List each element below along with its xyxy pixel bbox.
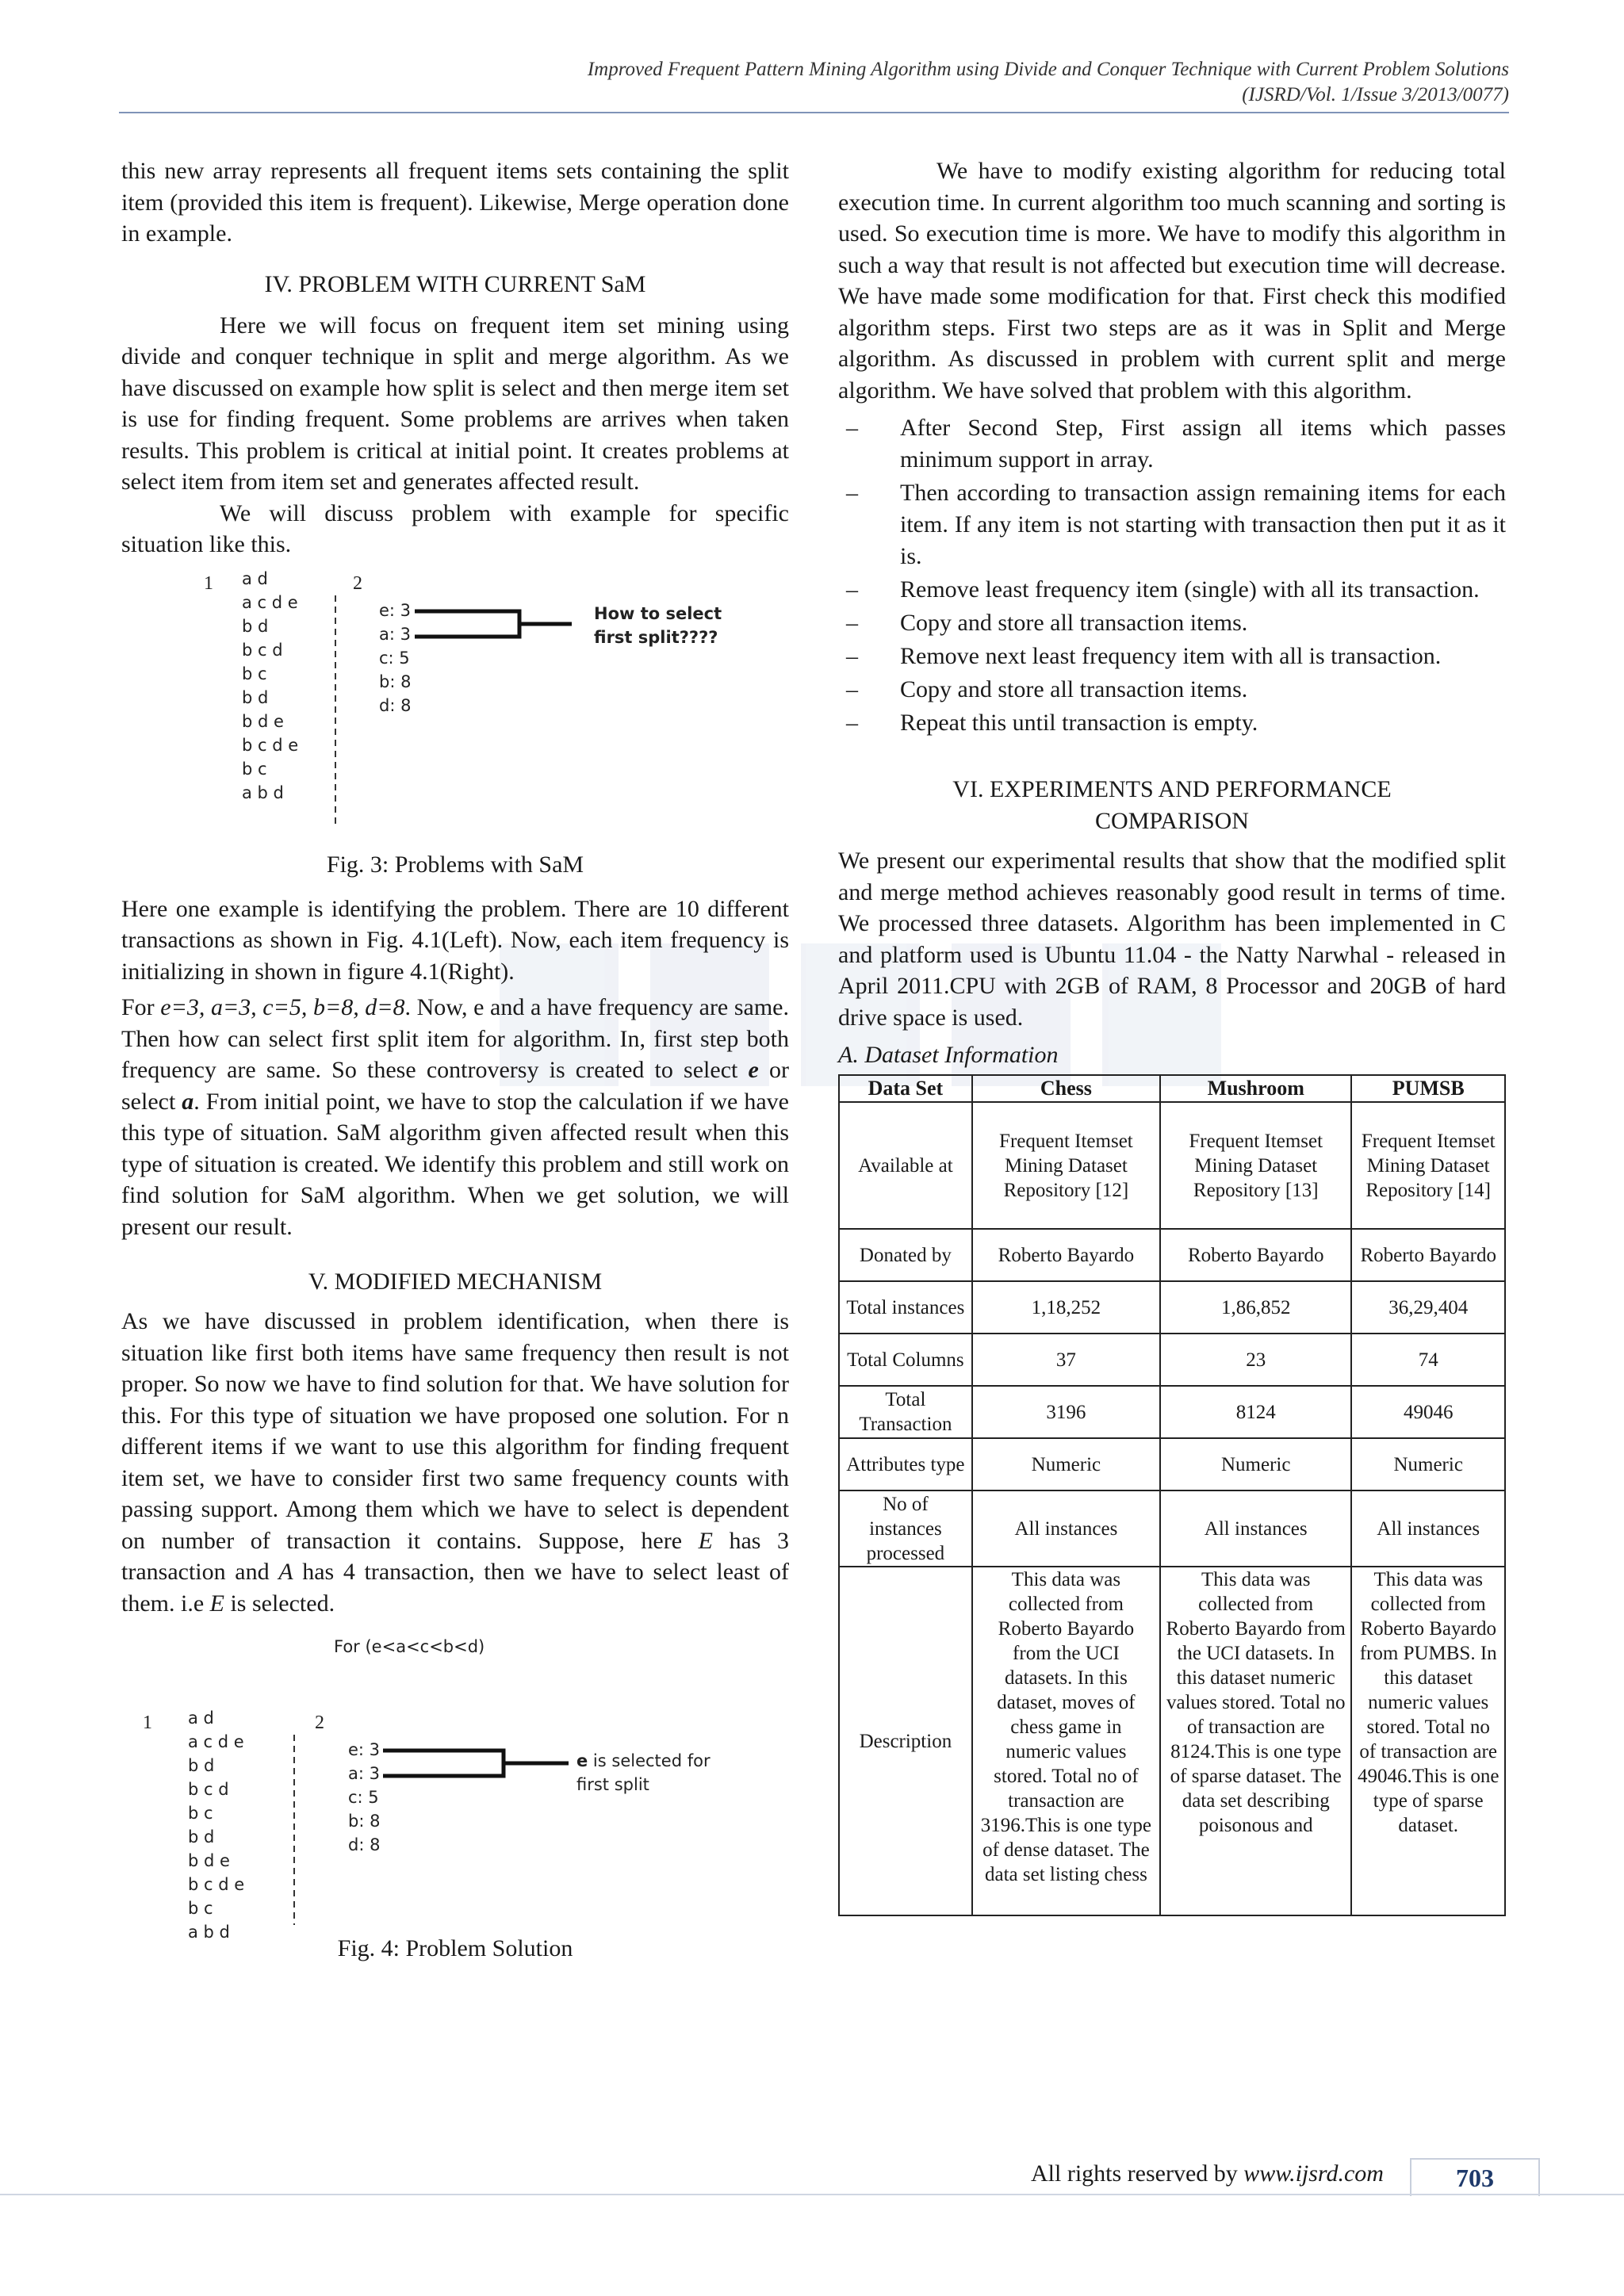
subsection-heading: A. Dataset Information (838, 1042, 1059, 1068)
transaction-row: b c (188, 1899, 213, 1918)
table-cell: Available at (839, 1102, 972, 1229)
heading-line: VI. EXPERIMENTS AND PERFORMANCE (952, 776, 1392, 802)
dataset-table (838, 1074, 1506, 1916)
item-a: a (182, 1088, 194, 1115)
table-cell: 36,29,404 (1351, 1281, 1505, 1334)
header-volume: (IJSRD/Vol. 1/Issue 3/2013/0077) (1242, 84, 1509, 105)
text-run: or select (121, 1057, 789, 1115)
transaction-row: b c d e (188, 1875, 245, 1894)
table-cell: Frequent Itemset Mining Dataset Repository [14] (1351, 1102, 1505, 1229)
dash-bullet: – (846, 643, 858, 669)
list-item (838, 707, 1506, 739)
modified-steps-list (838, 412, 1506, 739)
transaction-row: b d (242, 687, 269, 707)
header-title: Improved Frequent Pattern Mining Algorithm using Divide and Conquer Technique with Current Problem Solutions (587, 59, 1509, 80)
table-cell: Roberto Bayardo (1160, 1229, 1351, 1281)
figure-note-text: is selected for (588, 1751, 710, 1770)
table-cell: 74 (1351, 1334, 1505, 1386)
list-item (838, 574, 1506, 606)
table-cell: Total Transaction (839, 1386, 972, 1438)
transaction-list (188, 1709, 244, 1942)
figure-4 (121, 1635, 789, 1965)
paragraph-with-values (121, 992, 789, 1242)
section-heading-v: V. MODIFIED MECHANISM (308, 1269, 603, 1295)
dash-bullet: – (846, 576, 858, 603)
paragraph: We have to modify existing algorithm for reducing total execution time. In current algorithm too much scanning and sorting is used. So execution time is more. We have to modify this algorithm in such a way that result is not affected but execution time will decrease. We have made some modification for that. First check this modified algorithm steps. First two steps are as it was in Split and Merge algorithm. As discussed in problem with current split and merge algorithm. We have solved that problem with this algorithm. (838, 158, 1506, 404)
transaction-row: b c (242, 664, 267, 683)
paragraph: Here one example is identifying the problem. There are 10 different transactions as shown in Fig. 4.1(Left). Now, each item frequency is initializing in shown in figure 4.1(Right). (121, 895, 789, 985)
table-row (839, 1386, 1505, 1438)
frequency-row: d: 8 (348, 1835, 381, 1854)
frequency-row: e: 3 (348, 1740, 381, 1759)
table-cell: All instances (1351, 1490, 1505, 1567)
text-run: has 3 transaction and (121, 1527, 789, 1585)
transaction-row: a b d (188, 1923, 230, 1942)
text-run: For (121, 994, 161, 1020)
table-cell: This data was collected from Roberto Bayardo from the UCI datasets. In this dataset numeric values stored. Total no of transaction are 8124.This is one type of sparse dataset. The data set describing poisonous and (1160, 1567, 1351, 1915)
paragraph-with-items (121, 1306, 789, 1619)
list-item-text: Repeat this until transaction is empty. (900, 710, 1258, 736)
figure-note (576, 1751, 710, 1770)
item-e: e (748, 1057, 759, 1083)
paragraph: We will discuss problem with example for specific situation like this. (121, 499, 789, 557)
table-cell: Donated by (839, 1229, 972, 1281)
footer-text: All rights reserved by (1031, 2160, 1244, 2187)
paragraph: this new array represents all frequent items sets containing the split item (provided this item is frequent). Likewise, Merge operation done in example. (121, 158, 789, 247)
list-item-text: Copy and store all transaction items. (900, 610, 1248, 636)
bracket-connector (415, 611, 572, 637)
fig-label-1: 1 (204, 572, 213, 594)
item-E: E (698, 1527, 713, 1554)
table-cell: Total instances (839, 1281, 972, 1334)
transaction-row: a c d e (242, 592, 298, 612)
transaction-row: b d (188, 1756, 215, 1775)
table-header-cell: Mushroom (1160, 1075, 1351, 1102)
table-cell: This data was collected from Roberto Bayardo from the UCI datasets. In this dataset, moves of chess game in numeric values stored. Total no of transaction are 3196.This is one type of dense dataset. The data set listing chess (972, 1567, 1160, 1915)
figure-4-title: For (e<a<c<b<d) (334, 1637, 485, 1656)
frequency-list (379, 601, 411, 715)
transaction-list (242, 569, 298, 802)
text-run: is selected. (224, 1590, 335, 1617)
frequency-values: e=3, a=3, c=5, b=8, d=8 (160, 994, 405, 1020)
transaction-row: b c d e (242, 735, 299, 755)
text-run: has 4 transaction, then we have to select least of them. i.e (121, 1559, 789, 1617)
dash-bullet: – (846, 480, 858, 506)
transaction-row: b c d (242, 640, 283, 660)
figure-4-caption: Fig. 4: Problem Solution (337, 1935, 573, 1961)
figure-note-bold: e (576, 1751, 588, 1770)
frequency-row: a: 3 (379, 624, 411, 644)
table-header-cell: Data Set (839, 1075, 972, 1102)
paragraph: Here we will focus on frequent item set mining using divide and conquer technique in split and merge algorithm. As we have discussed on example how split is select and then merge item set is use for finding frequent. Some problems are arrives when taken results. This problem is critical at initial point. It creates problems at select item from item set and generates affected result. (121, 312, 789, 495)
transaction-row: b c d (188, 1780, 229, 1799)
transaction-row: a b d (242, 783, 284, 802)
transaction-row: a c d e (188, 1732, 244, 1751)
frequency-list (348, 1740, 380, 1854)
transaction-row: b d e (242, 711, 284, 731)
table-cell: All instances (972, 1490, 1160, 1567)
running-header (240, 57, 1509, 108)
dash-bullet: – (846, 610, 858, 636)
table-row (839, 1490, 1505, 1567)
transaction-row: b d (242, 616, 269, 636)
table-cell: 8124 (1160, 1386, 1351, 1438)
figure-3-diagram (121, 568, 789, 833)
table-row (839, 1567, 1505, 1915)
table-row (839, 1334, 1505, 1386)
text-run: . Now, e and a have frequency are same. Then how can select first split item for algorithm. In, first step both frequency are same. So these controversy is created to select (121, 994, 789, 1083)
frequency-row: b: 8 (348, 1812, 381, 1831)
table-cell: Numeric (1351, 1438, 1505, 1490)
table-cell: Attributes type (839, 1438, 972, 1490)
footer-link[interactable]: www.ijsrd.com (1243, 2160, 1384, 2187)
header-rule (119, 112, 1509, 113)
section-heading-vi (838, 774, 1506, 837)
list-item (838, 607, 1506, 639)
table-cell: 37 (972, 1334, 1160, 1386)
list-item-text: Then according to transaction assign remaining items for each item. If any item is not starting with transaction then put it as it is. (900, 480, 1506, 569)
table-cell: Frequent Itemset Mining Dataset Repository [13] (1160, 1102, 1351, 1229)
table-cell: Frequent Itemset Mining Dataset Repository [12] (972, 1102, 1160, 1229)
transaction-row: b c (242, 759, 267, 779)
table-row (839, 1438, 1505, 1490)
table-header-row (839, 1075, 1505, 1102)
table-row (839, 1102, 1505, 1229)
figure-3 (121, 568, 789, 881)
table-header-cell: Chess (972, 1075, 1160, 1102)
list-item (838, 477, 1506, 572)
table-cell: Total Columns (839, 1334, 972, 1386)
list-item (838, 641, 1506, 672)
figure-note: first split (576, 1775, 649, 1794)
frequency-row: b: 8 (379, 672, 412, 691)
bracket-connector (383, 1751, 569, 1776)
transaction-row: b d e (188, 1851, 230, 1870)
table-cell: Numeric (972, 1438, 1160, 1490)
table-cell: Numeric (1160, 1438, 1351, 1490)
paragraph: We present our experimental results that show that the modified split and merge method achieves reasonably good result in terms of time. We processed three datasets. Algorithm has been implemented in C and platform used is Ubuntu 11.04 - the Natty Narwhal - released in April 2011.CPU with 2GB of RAM, 8 Processor and 20GB of hard drive space is used. (838, 848, 1506, 1031)
dash-bullet: – (846, 676, 858, 702)
table-cell: 23 (1160, 1334, 1351, 1386)
frequency-row: c: 5 (348, 1788, 379, 1807)
table-row (839, 1281, 1505, 1334)
table-cell: No of instances processed (839, 1490, 972, 1567)
frequency-row: c: 5 (379, 648, 410, 668)
dash-bullet: – (846, 415, 858, 441)
dash-bullet: – (846, 710, 858, 736)
text-run: . From initial point, we have to stop the calculation if we have this type of situation. SaM algorithm given affected result when this type of situation is created. We identify this problem and still work on find solution for SaM algorithm. When we get solution, we will present our result. (121, 1088, 789, 1240)
item-E: E (209, 1590, 224, 1617)
section-heading-iv: IV. PROBLEM WITH CURRENT SaM (264, 270, 646, 297)
footer-rule (0, 2194, 1624, 2195)
figure-note: How to select (594, 603, 722, 623)
table-row (839, 1229, 1505, 1281)
table-cell: 49046 (1351, 1386, 1505, 1438)
fig-label-2: 2 (353, 572, 362, 594)
page-number: 703 (1410, 2158, 1540, 2196)
table-cell: 1,86,852 (1160, 1281, 1351, 1334)
transaction-row: b c (188, 1804, 213, 1823)
list-item (838, 674, 1506, 706)
transaction-row: b d (188, 1827, 215, 1846)
figure-4-diagram (121, 1635, 789, 1942)
right-column (838, 155, 1506, 1916)
table-cell: Description (839, 1567, 972, 1915)
table-cell: Roberto Bayardo (1351, 1229, 1505, 1281)
list-item (838, 412, 1506, 476)
fig-label-1: 1 (143, 1712, 152, 1733)
table-cell: 1,18,252 (972, 1281, 1160, 1334)
table-cell: All instances (1160, 1490, 1351, 1567)
frequency-row: a: 3 (348, 1764, 380, 1783)
table-cell: This data was collected from Roberto Bayardo from PUMBS. In this dataset numeric values stored. Total no of transaction are 49046.This is one type of sparse dataset. (1351, 1567, 1505, 1915)
transaction-row: a d (188, 1709, 214, 1728)
table-cell: Roberto Bayardo (972, 1229, 1160, 1281)
footer-copyright (1031, 2158, 1384, 2190)
table-header-cell: PUMSB (1351, 1075, 1505, 1102)
list-item-text: Remove least frequency item (single) with all its transaction. (900, 576, 1480, 603)
left-column (121, 155, 789, 1965)
fig-label-2: 2 (315, 1712, 324, 1733)
list-item-text: Remove next least frequency item with all is transaction. (900, 643, 1442, 669)
transaction-row: a d (242, 568, 268, 588)
heading-line: COMPARISON (1095, 808, 1249, 834)
list-item-text: Copy and store all transaction items. (900, 676, 1248, 702)
text-run: As we have discussed in problem identification, when there is situation like first both items have same frequency then result is not proper. So now we have to find solution for that. We have solution for this. For this type of situation we have proposed one solution. For n different items if we want to use this algorithm for finding frequent item set, we have to consider first two same frequency counts with passing support. Among them which we have to select is dependent on number of transaction it contains. Suppose, here (121, 1308, 789, 1554)
frequency-row: d: 8 (379, 695, 412, 715)
frequency-row: e: 3 (379, 600, 412, 620)
list-item-text: After Second Step, First assign all items which passes minimum support in array. (900, 415, 1506, 473)
item-A: A (278, 1559, 293, 1585)
table-cell: 3196 (972, 1386, 1160, 1438)
figure-note: first split???? (594, 627, 718, 647)
figure-3-caption: Fig. 3: Problems with SaM (326, 851, 584, 878)
